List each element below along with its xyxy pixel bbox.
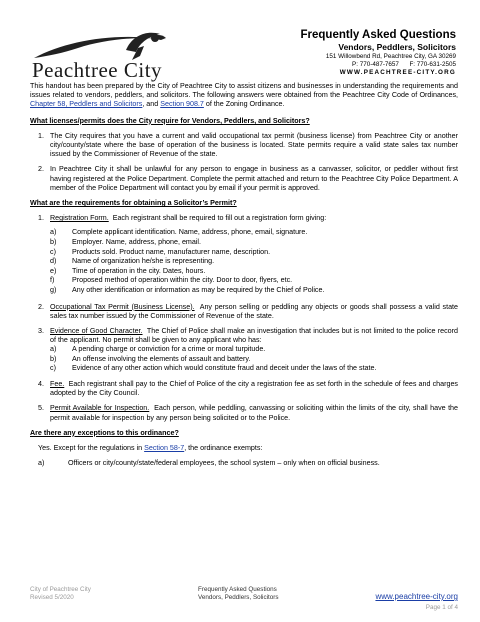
- sub-text: Officers or city/county/state/federal employees, the school system – only when on official business.: [68, 459, 380, 468]
- list-item: [38, 327, 458, 374]
- item-title: Fee.: [50, 380, 65, 389]
- intro-mid: , and: [142, 100, 159, 109]
- sub-item: [50, 286, 458, 296]
- address: 151 Willowbend Rd, Peachtree City, GA 30269: [325, 53, 456, 60]
- list-item: [38, 404, 458, 422]
- item-title: Registration Form.: [50, 214, 109, 223]
- sub-item: [50, 364, 458, 373]
- item-number: 2.: [38, 302, 44, 311]
- sub-label: d): [50, 257, 57, 266]
- sub-text: Employer. Name, address, phone, email.: [72, 238, 201, 247]
- sub-label: c): [50, 363, 56, 372]
- footer-center: [198, 586, 279, 602]
- sub-item: [50, 248, 458, 258]
- section-58-7-link[interactable]: Section 58-7: [144, 444, 185, 453]
- item-number: 1.: [38, 131, 44, 140]
- item-body: [50, 327, 458, 374]
- requirements-list: [30, 214, 458, 423]
- question-licenses-heading: What licenses/permits does the City require for Vendors, Peddlers, and Solicitors?: [30, 116, 310, 125]
- item-text: Each registrant shall be required to fill out a registration form giving:: [112, 214, 327, 223]
- exceptions-post: , the ordinance exempts:: [184, 444, 263, 453]
- sub-text: Products sold. Product name, manufacturer name, description.: [72, 247, 271, 256]
- footer-left: [30, 586, 91, 602]
- footer-org: City of Peachtree City: [30, 586, 91, 593]
- item-number: 1.: [38, 214, 44, 223]
- item-body: [50, 303, 458, 321]
- fax: F: 770-631-2505: [409, 61, 456, 68]
- item-number: 5.: [38, 404, 44, 413]
- sub-text: Name of organization he/she is representing.: [72, 257, 215, 266]
- sub-text: Proposed method of operation within the city. Door to door, flyers, etc.: [72, 276, 293, 285]
- header-website: WWW.PEACHTREE-CITY.ORG: [339, 69, 456, 76]
- item-number: 2.: [38, 165, 44, 174]
- item-title: Evidence of Good Character.: [50, 327, 143, 335]
- sub-item: [50, 355, 458, 364]
- sub-label: a): [50, 228, 57, 237]
- sub-text: Time of operation in the city. Dates, hours.: [72, 266, 206, 275]
- item-number: 3.: [38, 327, 44, 335]
- page-number: Page 1 of 4: [425, 604, 458, 611]
- document-header: [196, 28, 456, 77]
- item-title: Occupational Tax Permit (Business License).: [50, 302, 195, 311]
- page-footer: [30, 586, 458, 610]
- bird-swoosh-icon: [28, 28, 198, 62]
- sub-item: [50, 267, 458, 277]
- registration-fields-list: [50, 228, 458, 295]
- item-text: Any person selling or peddling any objects or goods shall possess a valid state sales tax number issued by the Commissioner of Revenue of the state.: [50, 302, 459, 320]
- sub-item: [50, 238, 458, 248]
- footer-title: Frequently Asked Questions: [198, 586, 277, 593]
- sub-item: [50, 345, 458, 354]
- sub-text: Evidence of any other action which would constitute fraud and deceit under the laws of the state.: [72, 363, 377, 372]
- phone: P: 770-487-7657: [352, 61, 399, 68]
- logo-wordmark: Peachtree City: [32, 58, 163, 82]
- sub-label: a): [50, 345, 57, 354]
- sub-label: a): [38, 459, 45, 468]
- item-body: [50, 380, 458, 398]
- intro-text: This handout has been prepared by the City of Peachtree City to assist citizens and businesses in understanding the requirements and issues related to vendors, peddlers, and solicitors. The following answers were obtained from the Peachtree City Code of Ordinances,: [30, 82, 458, 100]
- exemption-item: [38, 459, 458, 468]
- licenses-list: [30, 132, 458, 193]
- sub-label: c): [50, 247, 56, 256]
- item-body: [50, 404, 458, 422]
- footer-revised: Revised 5/2020: [30, 594, 74, 601]
- sub-text: Complete applicant identification. Name, address, phone, email, signature.: [72, 228, 308, 237]
- exceptions-pre: Yes. Except for the regulations in: [38, 444, 143, 453]
- footer-subtitle: Vendors, Peddlers, Solicitors: [198, 594, 279, 601]
- list-item: [38, 303, 458, 321]
- question-exceptions-heading: Are there any exceptions to this ordinance?: [30, 428, 179, 437]
- item-number: 4.: [38, 380, 44, 389]
- list-item: [38, 380, 458, 398]
- sub-label: e): [50, 266, 57, 275]
- exceptions-intro: [38, 444, 458, 453]
- sub-item: [50, 257, 458, 267]
- footer-right: [375, 586, 458, 612]
- sub-text: An offense involving the elements of assault and battery.: [72, 354, 251, 363]
- item-title: Permit Available for Inspection.: [50, 404, 150, 413]
- sub-item: [50, 276, 458, 286]
- sub-text: Any other identification or information as may be required by the Chief of Police.: [72, 286, 325, 294]
- sub-label: b): [50, 238, 57, 247]
- item-text: In Peachtree City it shall be unlawful for any person to engage in business as a canvasser, solicitor, or peddler without first having registered at the Police Department. Complete the permit attached and return to the Peachtree City Police Department. A member of the Police Department will contact you by email if your permit is approved.: [50, 165, 458, 192]
- item-body: [50, 214, 458, 296]
- question-requirements-heading: What are the requirements for obtaining a Solicitor’s Permit?: [30, 199, 237, 208]
- page-title: Frequently Asked Questions: [300, 29, 456, 41]
- footer-website-link[interactable]: www.peachtree-city.org: [375, 592, 458, 601]
- peachtree-city-logo: [28, 28, 198, 82]
- item-text: The City requires that you have a current and valid occupational tax permit (business license) from Peachtree City or another city/county/state where the base of operation of the business is located. State permits require a valid state sales tax number issued by the Commissioner of Revenue of the state.: [50, 131, 458, 159]
- disqualifications-list: [50, 345, 458, 373]
- sub-item: [50, 228, 458, 238]
- item-text: Each registrant shall pay to the Chief of Police of the city a registration fee as set forth in the schedule of fees and charges adopted by the City Council.: [50, 380, 458, 398]
- item-text: Each person, while peddling, canvassing or soliciting within the limits of the city, shall have the permit available for inspection by any person being solicited or to the Police.: [50, 404, 459, 422]
- chapter-58-link[interactable]: Chapter 58, Peddlers and Solicitors: [30, 100, 143, 109]
- list-item: [38, 165, 458, 193]
- intro-paragraph: [30, 82, 458, 110]
- section-908-7-link[interactable]: Section 908.7: [160, 100, 204, 109]
- intro-end: of the Zoning Ordinance.: [205, 100, 285, 109]
- sub-label: f): [50, 276, 55, 285]
- sub-label: b): [50, 354, 57, 363]
- contact-numbers: [196, 61, 456, 69]
- list-item: [38, 132, 458, 160]
- item-text: The Chief of Police shall make an investigation that includes but is not limited to the police record of the applicant. No permit shall be given to any applicant who has:: [50, 327, 458, 345]
- sub-label: g): [50, 286, 57, 294]
- list-item: [38, 214, 458, 296]
- sub-text: A pending charge or conviction for a crime or moral turpitude.: [72, 345, 266, 354]
- page-subtitle: Vendors, Peddlers, Solicitors: [338, 42, 456, 52]
- document-body: [30, 82, 458, 468]
